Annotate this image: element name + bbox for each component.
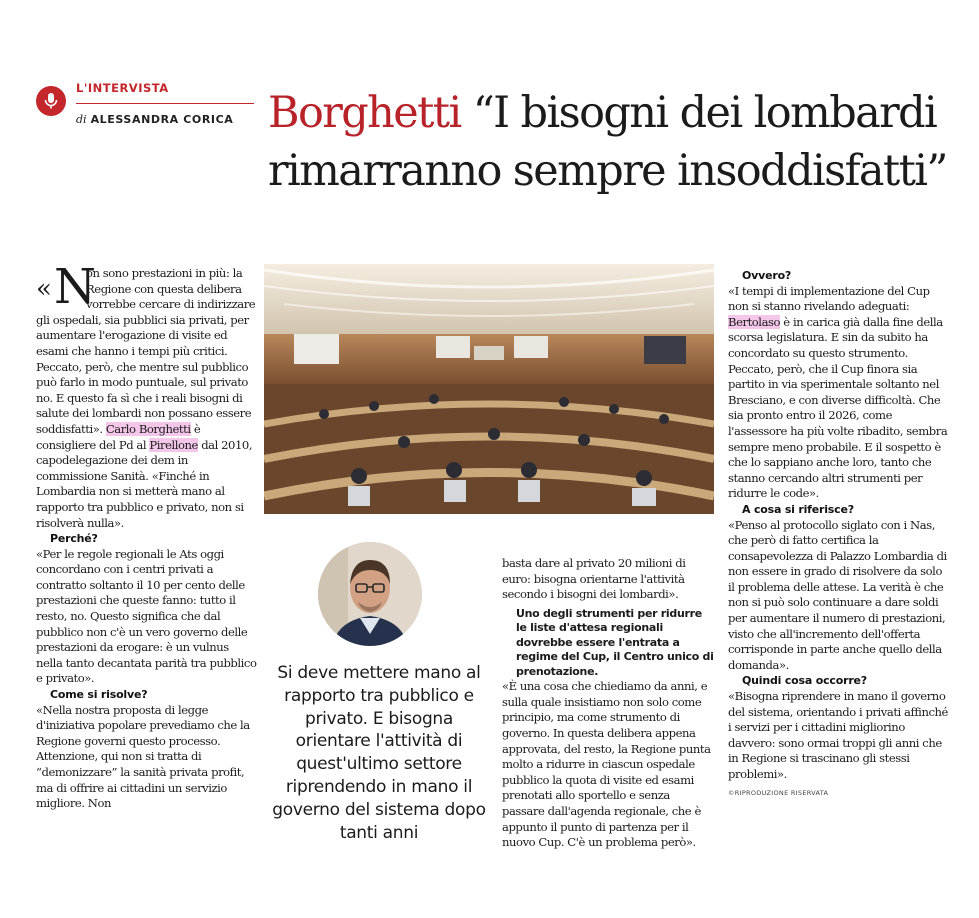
highlight-name: Carlo Borghetti [105,421,191,436]
question-1: Perché? [50,532,98,546]
borghetti-portrait [318,542,422,646]
answer-4-text-2: è in carica già dalla fine della scorsa legislatura. E sin da subito ha concordato su questo strumento. Peccato, però, che il Cup finora sia partito in via sperimentale soltanto nel Bresciano, e con diverse difficoltà. Che sia pronto entro il 2026, come l'assessore ha più volte ribadito, sembra sempre meno probabile. E il sospetto è che lo sappiano anche loro, tanto che stanno cercando altri strumenti per ridurre le code». [728,314,948,501]
byline-by: di [76,113,87,126]
council-chamber-photo [264,264,714,514]
lead-text: on sono prestazioni in più: la Regione con questa delibera vorrebbe cercare di indirizzare gli ospedali, sia pubblici sia privati, per aumentare l'erogazione di visite ed esami che hanno i tempi più critici. Peccato, però, che mentre sul pubblico può farlo in modo puntuale, sul privato no. E questo fa sì che i reali bisogni di salute dei lombardi non possano essere soddisfatti». [36,266,256,436]
opening-quote: « [36,274,52,304]
kicker-rule [76,103,254,104]
answer-6: «Bisogna riprendere in mano il governo del sistema, orientando i privati affinché i servizi per i cittadini migliorino davvero: sono ormai troppi gli anni che in Regione si trascinano gli stessi problemi». [728,689,948,781]
highlight-person: Bertolaso [728,314,781,329]
headline-name: Borghetti [268,88,461,138]
answer-4-text: «I tempi di implementazione del Cup non si stanno rivelando adeguati: [728,283,930,314]
question-5: A cosa si riferisce? [742,502,854,516]
article-column-3 [728,268,950,801]
microphone-icon [36,86,66,116]
article-column-2 [502,556,714,851]
lead-text-3: dal 2010, capodelegazione dei dem in commissione Sanità. «Finché in Lombardia non si metterà mano al rapporto tra pubblico e privato, non si risolverà nulla». [36,437,253,530]
lead-text-2: è consigliere del Pd al [36,421,201,452]
answer-1: «Per le regole regionali le Ats oggi concordano con i centri privati a contratto soltanto il 10 per cento delle prestazioni che queste fanno: tutto il resto, no. Questo significa che dal pubblico non c'è un vero governo delle prestazioni da erogare: è un vulnus nella tanto decantata parità tra pubblico e privato». [36,546,257,686]
byline [76,113,233,126]
answer-2: «Nella nostra proposta di legge d'iniziativa popolare prevediamo che la Regione governi questo processo. Attenzione, qui non si tratta di “demonizzare” la sanità privata profit, ma di offrire ai cittadini un servizio migliore. Non [36,702,250,811]
continued-text: basta dare al privato 20 milioni di euro: bisogna orientarne l'attività secondo i bisogni dei lombardi». [502,556,686,602]
dropcap-block [36,259,96,315]
dropcap: N [54,259,96,315]
headline-line2: rimarranno sempre insoddisfatti” [268,146,947,196]
byline-author: ALESSANDRA CORICA [90,113,234,126]
article-column-1 [36,259,258,812]
answer-4 [728,284,950,502]
headline-line1: “I bisogni dei lombardi [460,88,937,138]
pull-quote: Si deve mettere mano al rapporto tra pubblico e privato. E bisogna orientare l'attività di quest'ultimo settore riprendendo in mano il governo del sistema dopo tanti anni [272,663,486,843]
answer-3: «È una cosa che chiediamo da anni, e sulla quale insistiamo non solo come principio, ma come strumento di governo. In questa delibera appena approvata, del resto, la Regione punta molto a ridurre in ciascun ospedale pubblico la quota di visite ed esami prenotati allo sportello e senza passare dall'agenda regionale, che è appunto il punto di partenza per il nuovo Cup. C'è un problema però». [502,679,711,850]
question-4: Ovvero? [742,269,792,282]
answer-5: «Penso al protocollo siglato con i Nas, che però di fatto certifica la consapevolezza di Palazzo Lombardia di non essere in grado di risolvere da solo il problema delle attese. La verità è che non si può solo continuare a dare soldi per aumentare il numero di prestazioni, visto che all'incremento dell'offerta corrisponde in parte anche quello della domanda». [728,517,947,672]
question-3: Uno degli strumenti per ridurre le liste d'attesa regionali dovrebbe essere l'entrata a regime del Cup, il Centro unico di prenotazione. [516,606,714,678]
copyright-notice: ©RIPRODUZIONE RISERVATA [728,788,829,797]
section-kicker: L'INTERVISTA [76,81,169,95]
question-2: Come si risolve? [50,688,148,702]
highlight-place: Pirellone [149,437,198,452]
headline [268,84,968,200]
question-6: Quindi cosa occorre? [742,674,867,688]
